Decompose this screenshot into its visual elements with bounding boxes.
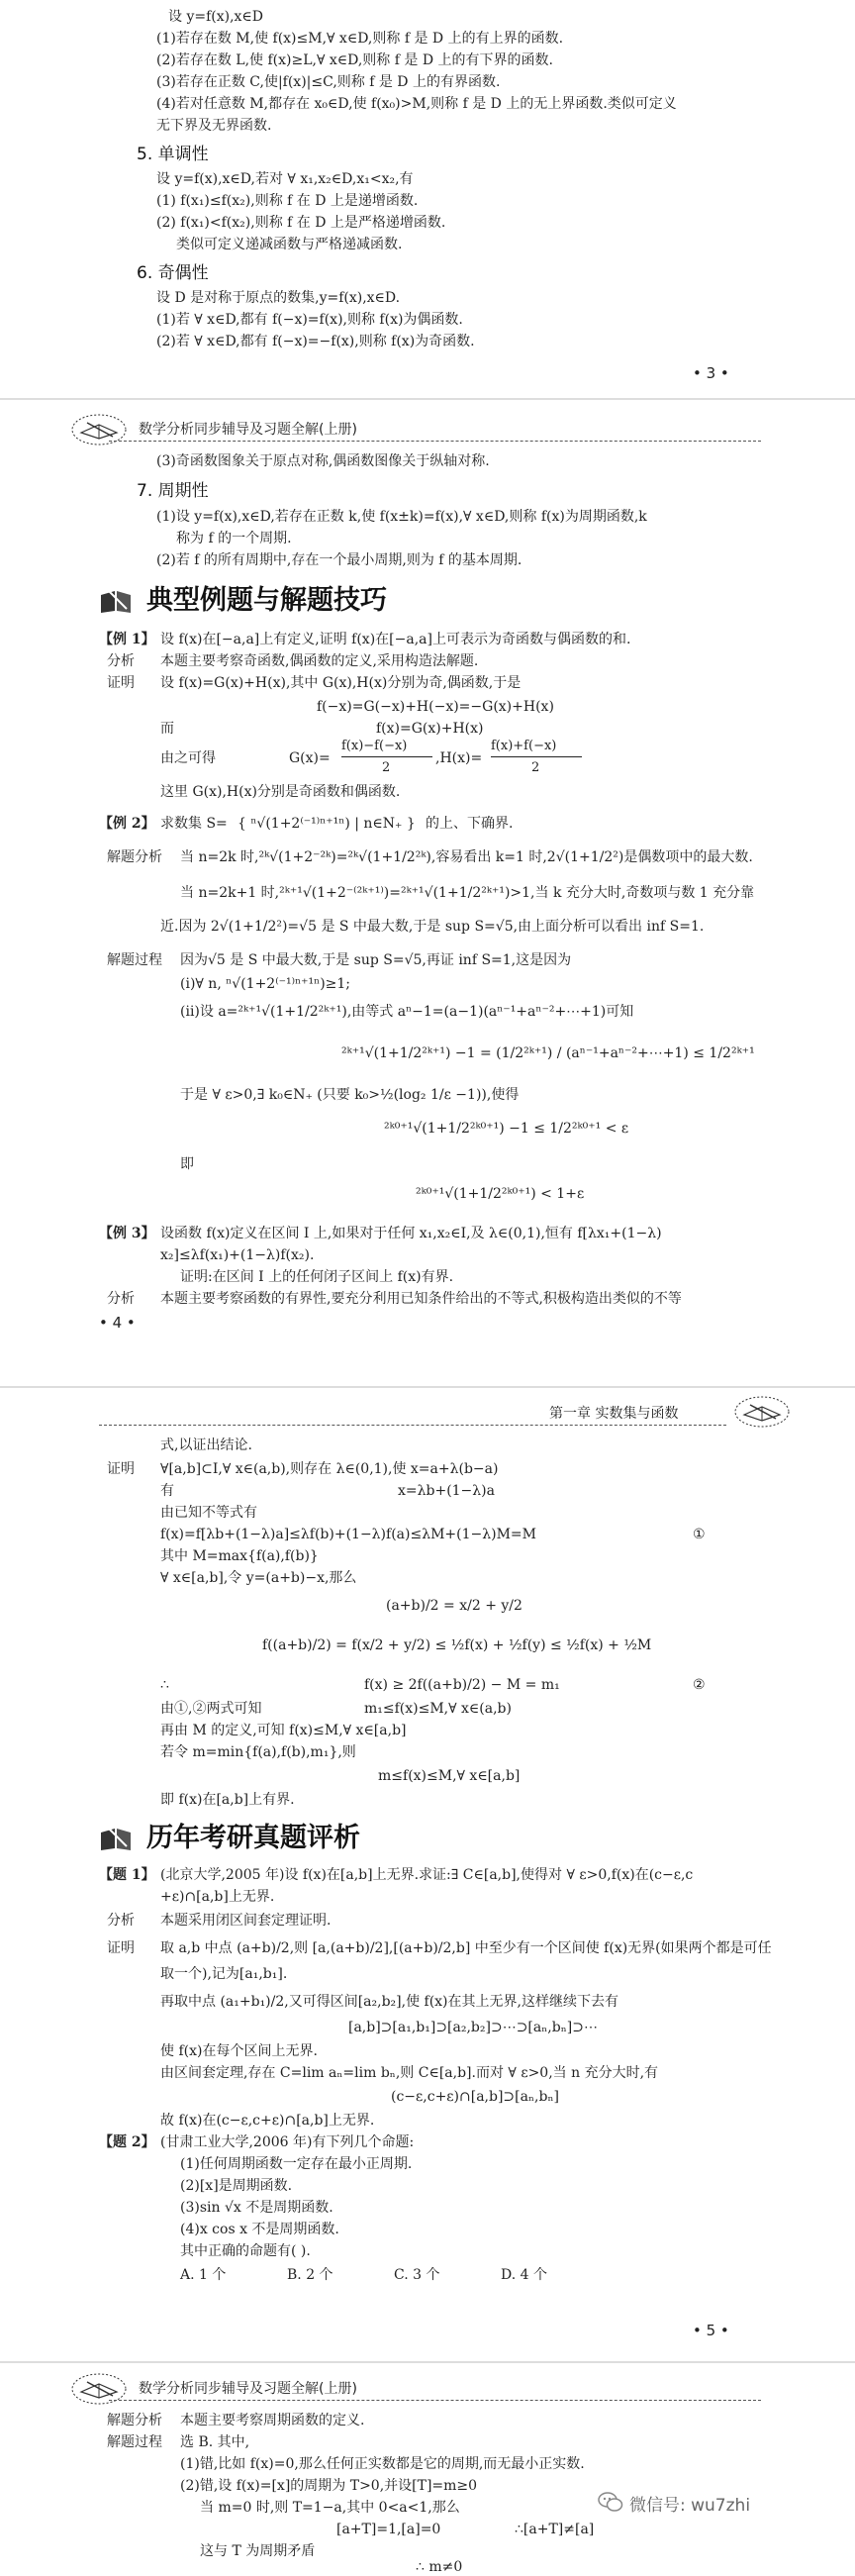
running-header: 数学分析同步辅导及习题全解(上册) bbox=[139, 2381, 357, 2397]
text-line: (1)任何周期函数一定存在最小正周期. bbox=[180, 2156, 413, 2172]
text-line: (ⅱ)设 a=²ᵏ⁺¹√(1+1/2²ᵏ⁺¹),由等式 aⁿ−1=(a−1)(aⁿ⁻¹+aⁿ⁻²+⋯+1)可知 bbox=[180, 1004, 634, 1020]
text-line: (3)sin √x 不是周期函数. bbox=[180, 2200, 333, 2216]
text-line: 再由 M 的定义,可知 f(x)≤M,∀ x∈[a,b] bbox=[160, 1723, 407, 1738]
text-line: 式,以证出结论. bbox=[160, 1437, 252, 1453]
text-line: 本题采用闭区间套定理证明. bbox=[160, 1913, 332, 1929]
text-line: 因为√5 是 S 中最大数,于是 sup S=√5,再证 inf S=1,这是因为 bbox=[180, 952, 572, 968]
equation: m₁≤f(x)≤M,∀ x∈(a,b) bbox=[364, 1701, 512, 1717]
analysis-label: 解题分析 bbox=[107, 2413, 162, 2428]
text-line: 近.因为 2√(1+1/2²)=√5 是 S 中最大数,于是 sup S=√5,由上面分析可以看出 inf S=1. bbox=[160, 919, 705, 935]
text-line: ∀ x∈[a,b],令 y=(a+b)−x,那么 bbox=[160, 1570, 357, 1586]
text-line: (1) f(x₁)≤f(x₂),则称 f 在 D 上是递增函数. bbox=[156, 193, 419, 209]
page-4 bbox=[0, 401, 855, 1396]
fraction-bar bbox=[341, 756, 432, 757]
analysis-label: 分析 bbox=[107, 1291, 135, 1307]
text-line: (甘肃工业大学,2006 年)有下列几个命题: bbox=[160, 2134, 415, 2150]
option-b: B. 2 个 bbox=[287, 2267, 333, 2283]
text-line: 设 y=f(x),x∈D bbox=[168, 9, 264, 25]
text-line: 取一个),记为[a₁,b₁]. bbox=[160, 1966, 288, 1982]
text-line: 有 bbox=[160, 1483, 174, 1499]
text-line: 设 y=f(x),x∈D,若对 ∀ x₁,x₂∈D,x₁<x₂,有 bbox=[156, 171, 414, 187]
text-line: (1)错,比如 f(x)=0,那么任何正实数都是它的周期,而无最小正实数. bbox=[180, 2456, 585, 2472]
text-line: 设函数 f(x)定义在区间 I 上,如果对于任何 x₁,x₂∈I,及 λ∈(0,1),恒有 f[λx₁+(1−λ) bbox=[160, 1226, 662, 1241]
text-line: (1)若存在数 M,使 f(x)≤M,∀ x∈D,则称 f 是 D 上的有上界的函数. bbox=[156, 31, 564, 47]
equation-marker: ① bbox=[693, 1527, 706, 1542]
text-line: 当 n=2k 时,²ᵏ√(1+2⁻²ᵏ)=²ᵏ√(1+1/2²ᵏ),容易看出 k=1 时,2√(1+1/2²)是偶数项中的最大数. bbox=[180, 849, 753, 865]
page-separator bbox=[0, 2361, 855, 2363]
question-label: 【题 1】 bbox=[99, 1867, 155, 1883]
text-line: 其中正确的命题有( ). bbox=[180, 2243, 311, 2259]
book-icon bbox=[99, 1825, 133, 1852]
text-line: 类似可定义递减函数与严格递减函数. bbox=[176, 237, 403, 252]
text-line: 本题主要考察函数的有界性,要充分利用已知条件给出的不等式,积极构造出类似的不等 bbox=[160, 1291, 682, 1307]
fraction-numerator: f(x)−f(−x) bbox=[341, 739, 408, 753]
equation: f(x) ≥ 2f((a+b)/2) − M = m₁ bbox=[364, 1677, 560, 1693]
text-line: 再取中点 (a₁+b₁)/2,又可得区间[a₂,b₂],使 f(x)在其上无界,这样继续下去有 bbox=[160, 1994, 618, 2010]
equation: ²ᵏ⁰⁺¹√(1+1/2²ᵏ⁰⁺¹) −1 ≤ 1/2²ᵏ⁰⁺¹ < ε bbox=[384, 1121, 629, 1137]
page-separator bbox=[0, 398, 855, 400]
text-line: (1)若 ∀ x∈D,都有 f(−x)=f(x),则称 f(x)为偶函数. bbox=[156, 312, 463, 328]
text-line: 本题主要考察奇函数,偶函数的定义,采用构造法解题. bbox=[160, 653, 479, 669]
option-a: A. 1 个 bbox=[180, 2267, 227, 2283]
equation: f(−x)=G(−x)+H(−x)=−G(x)+H(x) bbox=[317, 699, 554, 715]
book-pen-icon bbox=[69, 411, 129, 448]
fraction-numerator: f(x)+f(−x) bbox=[491, 739, 557, 753]
text-line: ∴ bbox=[160, 1677, 169, 1693]
text-line: ∀[a,b]⊂I,∀ x∈(a,b),则存在 λ∈(0,1),使 x=a+λ(b−a) bbox=[160, 1461, 499, 1477]
text-line: 使 f(x)在每个区间上无界. bbox=[160, 2043, 318, 2059]
equation: ²ᵏ⁰⁺¹√(1+1/2²ᵏ⁰⁺¹) < 1+ε bbox=[416, 1186, 585, 1202]
text-line: 证明:在区间 I 上的任何闭子区间上 f(x)有界. bbox=[180, 1269, 454, 1285]
page-3 bbox=[0, 0, 855, 401]
page-number: • 4 • bbox=[99, 1314, 136, 1332]
example-label: 【例 2】 bbox=[99, 816, 155, 832]
book-pen-icon bbox=[732, 1393, 792, 1431]
text-line: 无下界及无界函数. bbox=[156, 118, 272, 134]
equation: (c−ε,c+ε)∩[a,b]⊃[aₙ,bₙ] bbox=[391, 2089, 559, 2105]
equation: m≤f(x)≤M,∀ x∈[a,b] bbox=[378, 1768, 521, 1784]
running-header: 数学分析同步辅导及习题全解(上册) bbox=[139, 422, 357, 438]
text-line: 即 bbox=[180, 1156, 194, 1172]
equation: ∴[a+T]≠[a] bbox=[515, 2522, 595, 2537]
text-line: 即 f(x)在[a,b]上有界. bbox=[160, 1792, 295, 1808]
text-line: (2)若 ∀ x∈D,都有 f(−x)=−f(x),则称 f(x)为奇函数. bbox=[156, 334, 475, 349]
section-heading: 5. 单调性 bbox=[137, 145, 209, 164]
text-line: 的上、下确界. bbox=[426, 816, 514, 832]
analysis-label: 解题分析 bbox=[107, 849, 162, 865]
page-separator bbox=[0, 1386, 855, 1388]
text-line: 求数集 S= bbox=[160, 816, 228, 832]
equation: (a+b)/2 = x/2 + y/2 bbox=[386, 1598, 522, 1614]
proof-label: 证明 bbox=[107, 675, 135, 691]
section-title: 历年考研真题评析 bbox=[146, 1823, 360, 1853]
process-label: 解题过程 bbox=[107, 952, 162, 968]
equation: x=λb+(1−λ)a bbox=[398, 1483, 495, 1499]
text-line: 本题主要考察周期函数的定义. bbox=[180, 2413, 365, 2428]
text-line: (1)设 y=f(x),x∈D,若存在正数 k,使 f(x±k)=f(x),∀ x∈D,则称 f(x)为周期函数,k bbox=[156, 509, 647, 525]
book-icon bbox=[99, 587, 133, 615]
text-line: (4)x cos x 不是周期函数. bbox=[180, 2222, 339, 2237]
equation: G(x)= bbox=[289, 750, 331, 766]
text-line: (2) f(x₁)<f(x₂),则称 f 在 D 上是严格递增函数. bbox=[156, 215, 446, 231]
analysis-label: 分析 bbox=[107, 653, 135, 669]
text-line: 设 f(x)在[−a,a]上有定义,证明 f(x)在[−a,a]上可表示为奇函数与偶函数的和. bbox=[160, 632, 631, 647]
text-line: (2)[x]是周期函数. bbox=[180, 2178, 293, 2194]
section-title: 典型例题与解题技巧 bbox=[146, 585, 387, 616]
watermark-text: 微信号: wu7zhi bbox=[629, 2496, 751, 2516]
text-line: (2)错,设 f(x)=[x]的周期为 T>0,并设[T]=m≥0 bbox=[180, 2478, 478, 2494]
text-line: 而 bbox=[160, 721, 174, 737]
text-line: 若令 m=min{f(a),f(b),m₁},则 bbox=[160, 1744, 356, 1760]
text-line: 设 D 是对称于原点的数集,y=f(x),x∈D. bbox=[156, 290, 401, 306]
equation: [a+T]=1,[a]=0 bbox=[336, 2522, 441, 2537]
equation: ,H(x)= bbox=[435, 750, 483, 766]
running-header: 第一章 实数集与函数 bbox=[549, 1406, 679, 1422]
equation: f(x)=G(x)+H(x) bbox=[376, 721, 484, 737]
section-heading: 6. 奇偶性 bbox=[137, 263, 209, 283]
text-line: (ⅰ)∀ n, ⁿ√(1+2⁽⁻¹⁾ⁿ⁺¹ⁿ)≥1; bbox=[180, 976, 351, 992]
header-rule bbox=[109, 2400, 761, 2402]
fraction-bar bbox=[491, 756, 582, 757]
text-line: 其中 M=max{f(a),f(b)} bbox=[160, 1548, 319, 1564]
process-label: 解题过程 bbox=[107, 2434, 162, 2450]
text-line: 由①,②两式可知 bbox=[160, 1701, 262, 1717]
text-line: 选 B. 其中, bbox=[180, 2434, 250, 2450]
text-line: 设 f(x)=G(x)+H(x),其中 G(x),H(x)分别为奇,偶函数,于是 bbox=[160, 675, 522, 691]
page-number: • 3 • bbox=[693, 364, 729, 382]
equation-marker: ② bbox=[693, 1677, 706, 1693]
proof-label: 证明 bbox=[107, 1940, 135, 1956]
text-line: x₂]≤λf(x₁)+(1−λ)f(x₂). bbox=[160, 1247, 315, 1263]
option-c: C. 3 个 bbox=[394, 2267, 440, 2283]
text-line: 故 f(x)在(c−ε,c+ε)∩[a,b]上无界. bbox=[160, 2113, 375, 2129]
text-line: 由已知不等式有 bbox=[160, 1505, 257, 1521]
question-label: 【题 2】 bbox=[99, 2134, 155, 2150]
text-line: (2)若存在数 L,使 f(x)≥L,∀ x∈D,则称 f 是 D 上的有下界的函数. bbox=[156, 52, 553, 68]
equation: [a,b]⊃[a₁,b₁]⊃[a₂,b₂]⊃⋯⊃[aₙ,bₙ]⊃⋯ bbox=[348, 2020, 598, 2035]
text-line: (3)若存在正数 C,使|f(x)|≤C,则称 f 是 D 上的有界函数. bbox=[156, 74, 501, 90]
text-line: 取 a,b 中点 (a+b)/2,则 [a,(a+b)/2],[(a+b)/2,b] 中至少有一个区间使 f(x)无界(如果两个都是可任 bbox=[160, 1940, 772, 1956]
example-label: 【例 1】 bbox=[99, 632, 155, 647]
section-heading: 7. 周期性 bbox=[137, 481, 209, 501]
text-line: 于是 ∀ ε>0,∃ k₀∈N₊ (只要 k₀>½(log₂ 1/ε −1)),使得 bbox=[180, 1087, 520, 1103]
example-label: 【例 3】 bbox=[99, 1226, 155, 1241]
text-line: 当 m=0 时,则 T=1−a,其中 0<a<1,那么 bbox=[200, 2500, 460, 2516]
equation: f(x)=f[λb+(1−λ)a]≤λf(b)+(1−λ)f(a)≤λM+(1−λ)M=M bbox=[160, 1527, 536, 1542]
fraction-denominator: 2 bbox=[382, 760, 391, 775]
set-expression: { ⁿ√(1+2⁽⁻¹⁾ⁿ⁺¹ⁿ) | n∈N₊ } bbox=[238, 816, 416, 832]
text-line: 当 n=2k+1 时,²ᵏ⁺¹√(1+2⁻⁽²ᵏ⁺¹⁾)=²ᵏ⁺¹√(1+1/2²ᵏ⁺¹)>1,当 k 充分大时,奇数项与数 1 充分靠 bbox=[180, 885, 755, 901]
analysis-label: 分析 bbox=[107, 1913, 135, 1929]
page-5-continued bbox=[0, 2156, 855, 2361]
text-line: 由之可得 bbox=[160, 750, 216, 766]
equation: f((a+b)/2) = f(x/2 + y/2) ≤ ½f(x) + ½f(y) ≤ ½f(x) + ½M bbox=[262, 1637, 652, 1653]
header-rule bbox=[109, 441, 761, 443]
page-number: • 5 • bbox=[693, 2322, 729, 2339]
text-line: 这里 G(x),H(x)分别是奇函数和偶函数. bbox=[160, 784, 401, 800]
text-line: (3)奇函数图象关于原点对称,偶函数图像关于纵轴对称. bbox=[156, 453, 490, 469]
text-line: (北京大学,2005 年)设 f(x)在[a,b]上无界.求证:∃ C∈[a,b],使得对 ∀ ε>0,f(x)在(c−ε,c bbox=[160, 1867, 694, 1883]
text-line: +ε)∩[a,b]上无界. bbox=[160, 1889, 275, 1905]
page-5 bbox=[0, 1389, 855, 2173]
text-line: 由区间套定理,存在 C=lim aₙ=lim bₙ,则 C∈[a,b].而对 ∀ ε>0,当 n 充分大时,有 bbox=[160, 2065, 659, 2081]
book-pen-icon bbox=[69, 2370, 129, 2408]
equation: ²ᵏ⁺¹√(1+1/2²ᵏ⁺¹) −1 = (1/2²ᵏ⁺¹) / (aⁿ⁻¹+aⁿ⁻²+⋯+1) ≤ 1/2²ᵏ⁺¹ bbox=[341, 1045, 755, 1061]
wechat-icon bbox=[598, 2491, 623, 2513]
header-rule bbox=[99, 1425, 726, 1427]
proof-label: 证明 bbox=[107, 1461, 135, 1477]
fraction-denominator: 2 bbox=[531, 760, 540, 775]
equation: ∴ m≠0 bbox=[416, 2559, 463, 2575]
page-6 bbox=[0, 2364, 855, 2575]
text-line: 这与 T 为周期矛盾 bbox=[200, 2543, 316, 2559]
text-line: (2)若 f 的所有周期中,存在一个最小周期,则为 f 的基本周期. bbox=[156, 552, 522, 568]
text-line: (4)若对任意数 M,都存在 x₀∈D,使 f(x₀)>M,则称 f 是 D 上的无上界函数.类似可定义 bbox=[156, 96, 677, 112]
text-line: 称为 f 的一个周期. bbox=[176, 531, 292, 546]
option-d: D. 4 个 bbox=[501, 2267, 547, 2283]
